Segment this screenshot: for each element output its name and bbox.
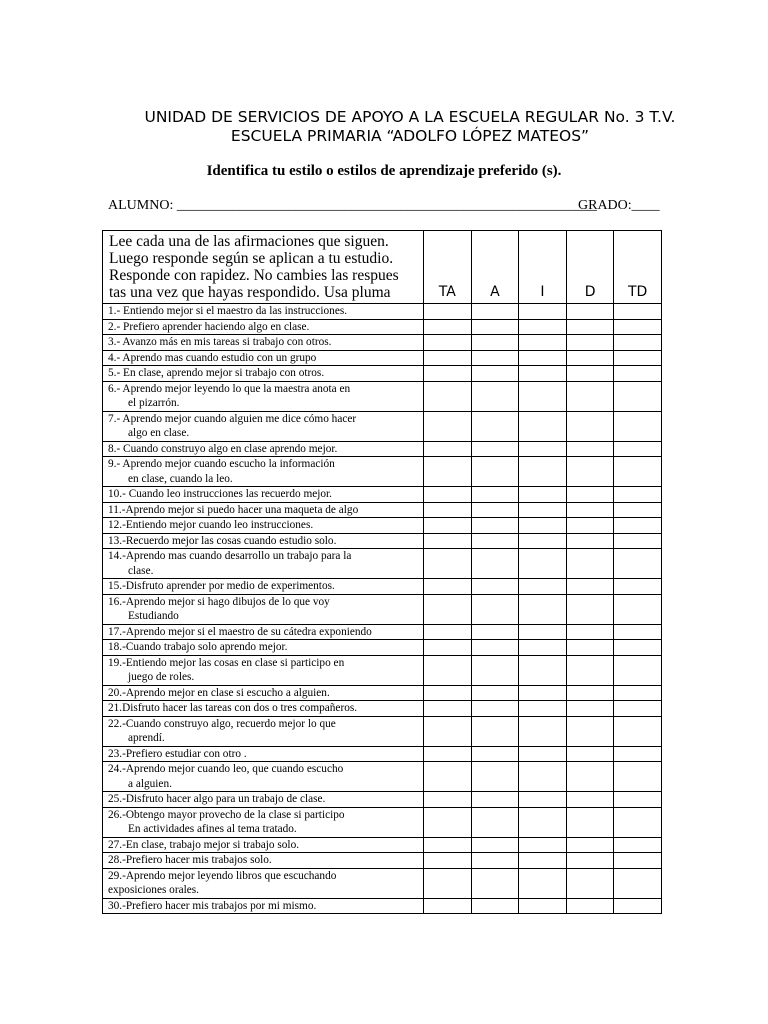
question-text: 12.-Entiendo mejor cuando leo instrucciones. <box>108 519 314 531</box>
answer-cell-ta[interactable] <box>424 518 472 534</box>
question-text: 18.-Cuando trabajo solo aprendo mejor. <box>108 641 288 653</box>
answer-cell-i[interactable] <box>519 701 567 717</box>
question-text-continued: algo en clase. <box>128 427 190 439</box>
question-text: 6.- Aprendo mejor leyendo lo que la maestra anota en <box>108 382 351 395</box>
answer-cell-d[interactable] <box>566 487 614 503</box>
instruction-line: Responde con rapidez. No cambies las respues <box>109 267 399 284</box>
question-cell <box>103 518 424 534</box>
answer-cell-d[interactable] <box>566 366 614 382</box>
answer-cell-i[interactable] <box>519 640 567 656</box>
answer-cell-ta[interactable] <box>424 655 472 685</box>
question-cell <box>103 319 424 335</box>
answer-cell-d[interactable] <box>566 746 614 762</box>
answer-cell-ta[interactable] <box>424 549 472 579</box>
answer-cell-ta[interactable] <box>424 411 472 441</box>
answer-cell-a[interactable] <box>471 502 519 518</box>
answer-cell-a[interactable] <box>471 898 519 914</box>
answer-cell-td[interactable] <box>614 319 662 335</box>
question-text: 5.- En clase, aprendo mejor si trabajo con otros. <box>108 367 325 379</box>
question-text: 10.- Cuando leo instrucciones las recuerdo mejor. <box>108 488 332 500</box>
column-header-ta: TA <box>424 231 472 304</box>
question-text: 28.-Prefiero hacer mis trabajos solo. <box>108 854 272 866</box>
answer-cell-d[interactable] <box>566 898 614 914</box>
answer-cell-i[interactable] <box>519 335 567 351</box>
table-row <box>103 304 662 320</box>
answer-cell-d[interactable] <box>566 655 614 685</box>
question-cell <box>103 594 424 624</box>
document-subtitle: Identifica tu estilo o estilos de aprendizaje preferido (s). <box>206 163 562 179</box>
answer-cell-a[interactable] <box>471 457 519 487</box>
table-row <box>103 624 662 640</box>
question-cell <box>103 304 424 320</box>
question-text: 15.-Disfruto aprender por medio de experimentos. <box>108 580 335 592</box>
answer-cell-d[interactable] <box>566 640 614 656</box>
answer-cell-td[interactable] <box>614 411 662 441</box>
answer-cell-ta[interactable] <box>424 457 472 487</box>
answer-cell-a[interactable] <box>471 335 519 351</box>
table-row <box>103 594 662 624</box>
answer-cell-a[interactable] <box>471 319 519 335</box>
answer-cell-ta[interactable] <box>424 366 472 382</box>
answer-cell-td[interactable] <box>614 304 662 320</box>
answer-cell-td[interactable] <box>614 624 662 640</box>
column-header-i: I <box>519 231 567 304</box>
answer-cell-a[interactable] <box>471 533 519 549</box>
answer-cell-ta[interactable] <box>424 624 472 640</box>
question-cell <box>103 411 424 441</box>
answer-cell-td[interactable] <box>614 762 662 792</box>
table-row <box>103 701 662 717</box>
question-cell <box>103 792 424 808</box>
answer-cell-a[interactable] <box>471 792 519 808</box>
answer-cell-td[interactable] <box>614 746 662 762</box>
answer-cell-ta[interactable] <box>424 807 472 837</box>
answer-cell-a[interactable] <box>471 655 519 685</box>
answer-cell-i[interactable] <box>519 624 567 640</box>
answer-cell-td[interactable] <box>614 853 662 869</box>
questionnaire-table <box>102 230 662 914</box>
answer-cell-d[interactable] <box>566 868 614 898</box>
answer-cell-ta[interactable] <box>424 335 472 351</box>
header-line-2: ESCUELA PRIMARIA “ADOLFO LÓPEZ MATEOS” <box>230 127 590 145</box>
answer-cell-td[interactable] <box>614 792 662 808</box>
answer-cell-d[interactable] <box>566 579 614 595</box>
answer-cell-i[interactable] <box>519 746 567 762</box>
answer-cell-td[interactable] <box>614 579 662 595</box>
question-text: 20.-Aprendo mejor en clase si escucho a alguien. <box>108 686 330 699</box>
question-cell <box>103 685 424 701</box>
question-cell <box>103 837 424 853</box>
question-text: 9.- Aprendo mejor cuando escucho la información <box>108 458 335 470</box>
answer-cell-d[interactable] <box>566 807 614 837</box>
answer-cell-i[interactable] <box>519 898 567 914</box>
table-row <box>103 319 662 335</box>
answer-cell-td[interactable] <box>614 381 662 411</box>
answer-cell-a[interactable] <box>471 762 519 792</box>
answer-cell-i[interactable] <box>519 350 567 366</box>
question-cell <box>103 487 424 503</box>
answer-cell-i[interactable] <box>519 579 567 595</box>
answer-cell-i[interactable] <box>519 381 567 411</box>
table-row <box>103 350 662 366</box>
answer-cell-d[interactable] <box>566 518 614 534</box>
answer-cell-i[interactable] <box>519 457 567 487</box>
instruction-line: Luego responde según se aplican a tu estudio. <box>109 250 394 267</box>
question-text: 21.Disfruto hacer las tareas con dos o tres compañeros. <box>108 702 358 714</box>
question-cell <box>103 640 424 656</box>
answer-cell-ta[interactable] <box>424 701 472 717</box>
answer-cell-d[interactable] <box>566 685 614 701</box>
answer-cell-td[interactable] <box>614 457 662 487</box>
answer-cell-i[interactable] <box>519 304 567 320</box>
answer-cell-ta[interactable] <box>424 746 472 762</box>
question-text: 7.- Aprendo mejor cuando alguien me dice cómo hacer <box>108 412 357 425</box>
answer-cell-d[interactable] <box>566 304 614 320</box>
answer-cell-a[interactable] <box>471 746 519 762</box>
question-cell <box>103 381 424 411</box>
answer-cell-a[interactable] <box>471 853 519 869</box>
table-row <box>103 792 662 808</box>
question-cell <box>103 868 424 898</box>
table-row <box>103 381 662 411</box>
question-cell <box>103 335 424 351</box>
instruction-line: tas una vez que hayas respondido. Usa pluma <box>109 284 391 301</box>
question-text: 24.-Aprendo mejor cuando leo, que cuando escucho <box>108 763 344 775</box>
table-row <box>103 549 662 579</box>
answer-cell-i[interactable] <box>519 594 567 624</box>
answer-cell-d[interactable] <box>566 441 614 457</box>
question-text-continued: Estudiando <box>128 610 179 622</box>
question-text: 17.-Aprendo mejor si el maestro de su cátedra exponiendo <box>108 625 372 638</box>
answer-cell-a[interactable] <box>471 487 519 503</box>
question-text: 2.- Prefiero aprender haciendo algo en clase. <box>108 320 310 333</box>
answer-cell-i[interactable] <box>519 807 567 837</box>
question-text: 22.-Cuando construyo algo, recuerdo mejor lo que <box>108 717 336 730</box>
question-text-continued: el pizarrón. <box>128 397 180 409</box>
answer-cell-ta[interactable] <box>424 853 472 869</box>
answer-cell-a[interactable] <box>471 685 519 701</box>
answer-cell-a[interactable] <box>471 640 519 656</box>
table-row <box>103 837 662 853</box>
table-row <box>103 746 662 762</box>
answer-cell-ta[interactable] <box>424 594 472 624</box>
answer-cell-i[interactable] <box>519 533 567 549</box>
answer-cell-a[interactable] <box>471 441 519 457</box>
answer-cell-i[interactable] <box>519 868 567 898</box>
answer-cell-td[interactable] <box>614 898 662 914</box>
answer-cell-ta[interactable] <box>424 868 472 898</box>
table-row <box>103 518 662 534</box>
answer-cell-a[interactable] <box>471 837 519 853</box>
answer-cell-td[interactable] <box>614 441 662 457</box>
answer-cell-d[interactable] <box>566 594 614 624</box>
question-text: 1.- Entiendo mejor si el maestro da las instrucciones. <box>108 305 348 317</box>
question-text: 11.-Aprendo mejor si puedo hacer una maqueta de algo <box>108 503 359 516</box>
answer-cell-a[interactable] <box>471 411 519 441</box>
answer-cell-ta[interactable] <box>424 898 472 914</box>
table-row <box>103 502 662 518</box>
table-row <box>103 441 662 457</box>
column-header-a: A <box>471 231 519 304</box>
answer-cell-d[interactable] <box>566 411 614 441</box>
question-text-continued: En actividades afines al tema tratado. <box>128 823 297 835</box>
answer-cell-d[interactable] <box>566 350 614 366</box>
question-text: 8.- Cuando construyo algo en clase aprendo mejor. <box>108 442 338 455</box>
answer-cell-td[interactable] <box>614 549 662 579</box>
question-text: 16.-Aprendo mejor si hago dibujos de lo que voy <box>108 595 330 608</box>
table-row <box>103 411 662 441</box>
answer-cell-ta[interactable] <box>424 640 472 656</box>
question-text: 19.-Entiendo mejor las cosas en clase si participo en <box>108 656 345 669</box>
answer-cell-d[interactable] <box>566 853 614 869</box>
answer-cell-td[interactable] <box>614 533 662 549</box>
answer-cell-i[interactable] <box>519 549 567 579</box>
answer-cell-i[interactable] <box>519 441 567 457</box>
answer-cell-td[interactable] <box>614 487 662 503</box>
answer-cell-a[interactable] <box>471 549 519 579</box>
question-text-continued: a alguien. <box>128 777 172 790</box>
instructions-cell <box>103 231 424 304</box>
alumno-field[interactable]: ALUMNO: ____________________________________________________________ <box>108 198 597 213</box>
answer-cell-d[interactable] <box>566 701 614 717</box>
answer-cell-d[interactable] <box>566 533 614 549</box>
answer-cell-ta[interactable] <box>424 304 472 320</box>
question-cell <box>103 549 424 579</box>
answer-cell-ta[interactable] <box>424 716 472 746</box>
question-text: 26.-Obtengo mayor provecho de la clase si participo <box>108 808 345 821</box>
answer-cell-td[interactable] <box>614 685 662 701</box>
answer-cell-ta[interactable] <box>424 350 472 366</box>
table-row <box>103 655 662 685</box>
answer-cell-i[interactable] <box>519 487 567 503</box>
question-text: 30.-Prefiero hacer mis trabajos por mi mismo. <box>108 899 317 912</box>
answer-cell-d[interactable] <box>566 716 614 746</box>
answer-cell-td[interactable] <box>614 868 662 898</box>
question-cell <box>103 746 424 762</box>
question-text: 3.- Avanzo más en mis tareas si trabajo con otros. <box>108 336 332 348</box>
answer-cell-a[interactable] <box>471 624 519 640</box>
question-cell <box>103 762 424 792</box>
answer-cell-a[interactable] <box>471 304 519 320</box>
answer-cell-ta[interactable] <box>424 319 472 335</box>
answer-cell-i[interactable] <box>519 655 567 685</box>
answer-cell-i[interactable] <box>519 837 567 853</box>
question-text: 29.-Aprendo mejor leyendo libros que escuchando <box>108 869 337 882</box>
answer-cell-a[interactable] <box>471 518 519 534</box>
table-row <box>103 807 662 837</box>
question-cell <box>103 366 424 382</box>
question-text-continued: juego de roles. <box>128 671 195 683</box>
answer-cell-i[interactable] <box>519 716 567 746</box>
answer-cell-d[interactable] <box>566 381 614 411</box>
answer-cell-i[interactable] <box>519 762 567 792</box>
question-cell <box>103 441 424 457</box>
question-text-continued: aprendí. <box>128 732 165 744</box>
table-row <box>103 853 662 869</box>
answer-cell-td[interactable] <box>614 716 662 746</box>
table-row <box>103 579 662 595</box>
answer-cell-d[interactable] <box>566 319 614 335</box>
question-text-continued: en clase, cuando la leo. <box>128 472 233 485</box>
question-cell <box>103 807 424 837</box>
answer-cell-td[interactable] <box>614 366 662 382</box>
answer-cell-ta[interactable] <box>424 441 472 457</box>
answer-cell-d[interactable] <box>566 335 614 351</box>
table-row <box>103 716 662 746</box>
answer-cell-td[interactable] <box>614 518 662 534</box>
question-text: 14.-Aprendo mas cuando desarrollo un trabajo para la <box>108 550 352 562</box>
answer-cell-d[interactable] <box>566 624 614 640</box>
answer-cell-td[interactable] <box>614 655 662 685</box>
table-row <box>103 366 662 382</box>
table-row <box>103 457 662 487</box>
question-text: 25.-Disfruto hacer algo para un trabajo de clase. <box>108 793 326 805</box>
answer-cell-td[interactable] <box>614 837 662 853</box>
answer-cell-ta[interactable] <box>424 579 472 595</box>
question-text: 4.- Aprendo mas cuando estudio con un grupo <box>108 351 317 364</box>
answer-cell-ta[interactable] <box>424 533 472 549</box>
answer-cell-td[interactable] <box>614 640 662 656</box>
header-line-1: UNIDAD DE SERVICIOS DE APOYO A LA ESCUELA REGULAR No. 3 T.V. <box>144 108 676 126</box>
table-row <box>103 762 662 792</box>
question-cell <box>103 350 424 366</box>
column-header-d: D <box>566 231 614 304</box>
question-cell <box>103 701 424 717</box>
answer-cell-ta[interactable] <box>424 381 472 411</box>
answer-cell-a[interactable] <box>471 716 519 746</box>
answer-cell-a[interactable] <box>471 579 519 595</box>
answer-cell-ta[interactable] <box>424 837 472 853</box>
answer-cell-d[interactable] <box>566 502 614 518</box>
answer-cell-td[interactable] <box>614 594 662 624</box>
answer-cell-ta[interactable] <box>424 792 472 808</box>
answer-cell-d[interactable] <box>566 792 614 808</box>
answer-cell-ta[interactable] <box>424 762 472 792</box>
question-text: 13.-Recuerdo mejor las cosas cuando estudio solo. <box>108 534 337 547</box>
answer-cell-i[interactable] <box>519 366 567 382</box>
answer-cell-ta[interactable] <box>424 487 472 503</box>
answer-cell-i[interactable] <box>519 411 567 441</box>
answer-cell-i[interactable] <box>519 319 567 335</box>
question-cell <box>103 533 424 549</box>
answer-cell-a[interactable] <box>471 381 519 411</box>
answer-cell-a[interactable] <box>471 807 519 837</box>
table-header-row <box>103 231 662 304</box>
answer-cell-td[interactable] <box>614 335 662 351</box>
answer-cell-i[interactable] <box>519 518 567 534</box>
answer-cell-i[interactable] <box>519 502 567 518</box>
answer-cell-i[interactable] <box>519 685 567 701</box>
grado-field[interactable]: GRADO:____ <box>578 198 660 213</box>
answer-cell-a[interactable] <box>471 868 519 898</box>
answer-cell-i[interactable] <box>519 853 567 869</box>
instruction-line: Lee cada una de las afirmaciones que siguen. <box>109 233 389 250</box>
answer-cell-a[interactable] <box>471 701 519 717</box>
question-cell <box>103 579 424 595</box>
answer-cell-d[interactable] <box>566 837 614 853</box>
question-cell <box>103 457 424 487</box>
answer-cell-ta[interactable] <box>424 685 472 701</box>
answer-cell-d[interactable] <box>566 762 614 792</box>
table-row <box>103 640 662 656</box>
question-cell <box>103 716 424 746</box>
question-text-continued: clase. <box>128 564 154 577</box>
answer-cell-d[interactable] <box>566 457 614 487</box>
answer-cell-td[interactable] <box>614 701 662 717</box>
table-row <box>103 898 662 914</box>
table-row <box>103 533 662 549</box>
answer-cell-ta[interactable] <box>424 502 472 518</box>
answer-cell-a[interactable] <box>471 366 519 382</box>
answer-cell-a[interactable] <box>471 350 519 366</box>
question-text-continued: exposiciones orales. <box>108 884 199 896</box>
table-row <box>103 335 662 351</box>
answer-cell-td[interactable] <box>614 807 662 837</box>
table-row <box>103 685 662 701</box>
question-cell <box>103 853 424 869</box>
table-row <box>103 487 662 503</box>
answer-cell-i[interactable] <box>519 792 567 808</box>
question-cell <box>103 624 424 640</box>
answer-cell-td[interactable] <box>614 502 662 518</box>
answer-cell-a[interactable] <box>471 594 519 624</box>
column-header-td: TD <box>614 231 662 304</box>
answer-cell-td[interactable] <box>614 350 662 366</box>
answer-cell-d[interactable] <box>566 549 614 579</box>
table-row <box>103 868 662 898</box>
question-cell <box>103 655 424 685</box>
question-cell <box>103 898 424 914</box>
question-text: 23.-Prefiero estudiar con otro . <box>108 747 247 760</box>
question-text: 27.-En clase, trabajo mejor si trabajo solo. <box>108 838 300 851</box>
question-cell <box>103 502 424 518</box>
